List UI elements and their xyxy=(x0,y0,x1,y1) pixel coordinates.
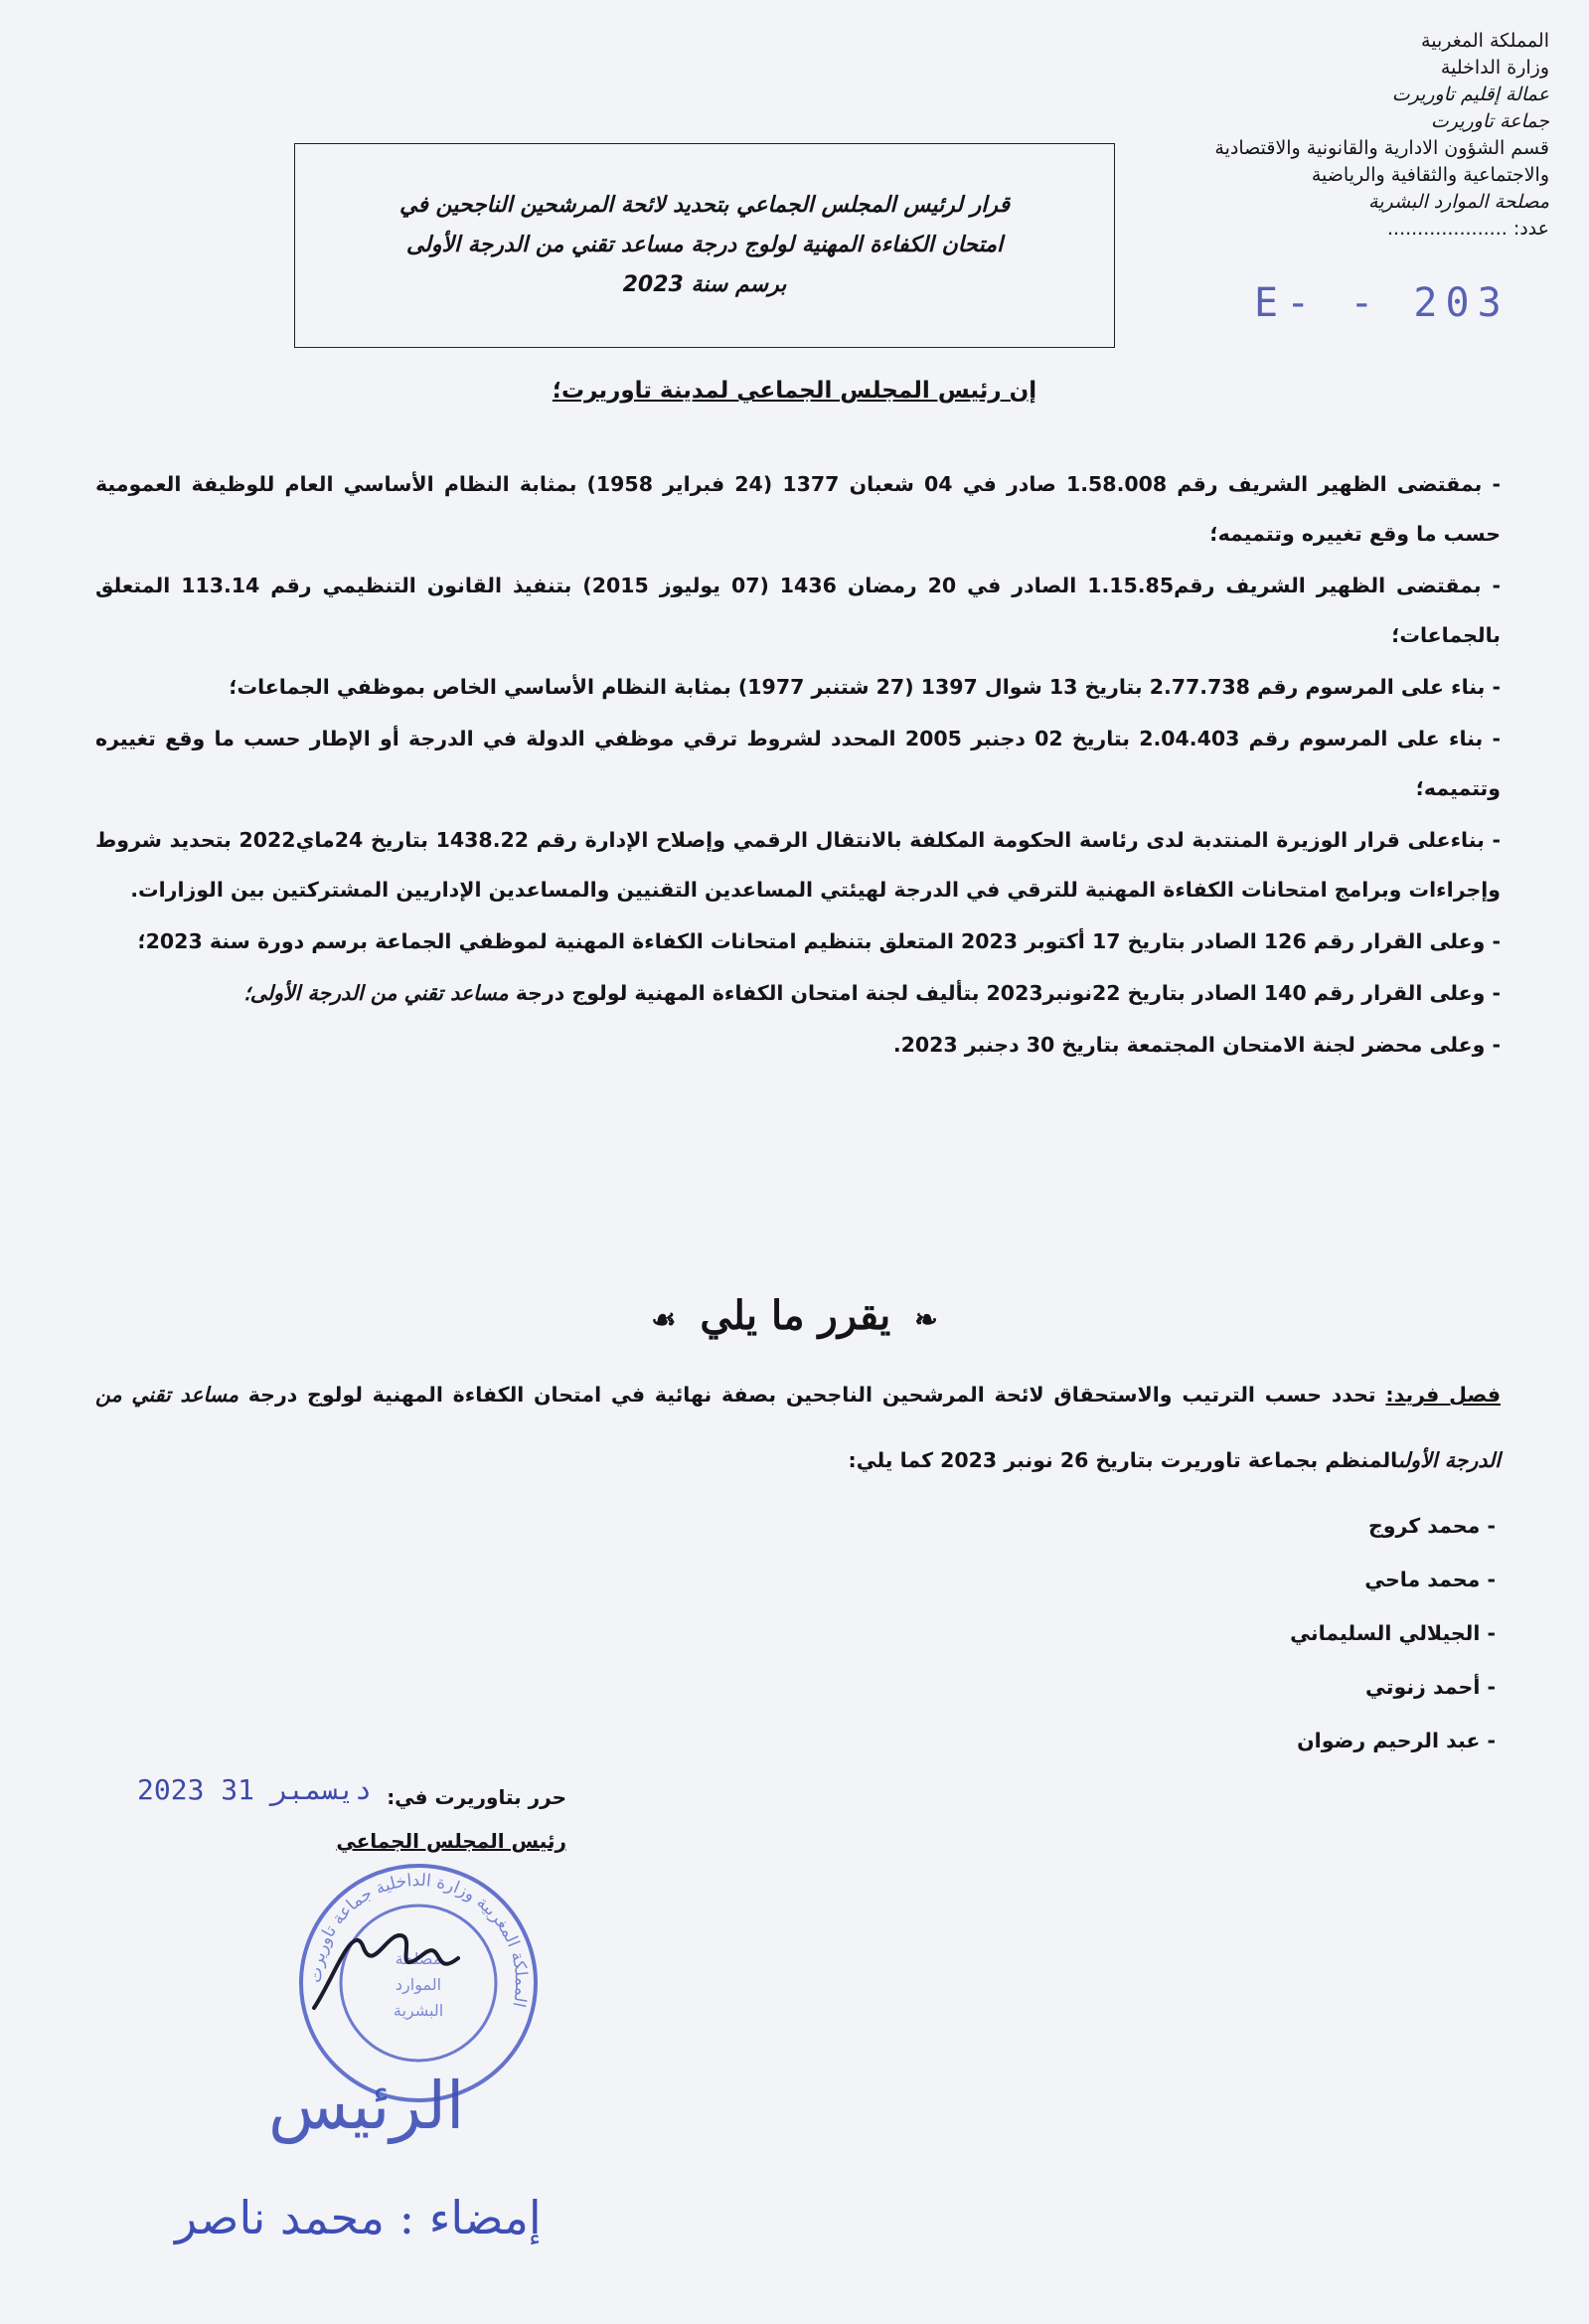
division-line-1: قسم الشؤون الادارية والقانونية والاقتصادية xyxy=(1214,137,1549,159)
seal-inner-line-2: الموارد xyxy=(395,1975,442,1994)
recital-5: - بناءعلى قرار الوزيرة المنتدبة لدى رئاسة الحكومة المكلفة بالانتقال الرقمي وإصلاح الإدارة رقم 1438.22 بتاريخ 24ماي2022 بتحديد شروط وإجراءات وبرامج امتحانات الكفاءة المهنية للترقي في الدرجة لهيئتي المساعدين التقنيين والمساعدين الإداريين المشتركتين بين الوزارات. xyxy=(95,828,1501,902)
article-text-2: المنظم بجماعة تاوريرت بتاريخ 26 نونبر 2023 كما يلي: xyxy=(848,1448,1398,1472)
division-line-2: والاجتماعية والثقافية والرياضية xyxy=(1311,164,1549,186)
ornament-icon: ❧ xyxy=(914,1303,938,1336)
number-label: عدد: .................... xyxy=(1386,218,1549,240)
single-article xyxy=(95,1362,1501,1493)
ornament-icon: ☙ xyxy=(651,1303,677,1336)
recital-7-grade: مساعد تقني من الدرجة الأولى؛ xyxy=(243,981,509,1005)
list-item: - محمد كروج xyxy=(1367,1514,1496,1538)
decides-text: يقرر ما يلي xyxy=(700,1292,891,1339)
candidates-list xyxy=(1290,1499,1496,1767)
recital-7 xyxy=(95,968,1501,1018)
list-item: - محمد ماحي xyxy=(1364,1568,1496,1591)
president-title-stamp: الرئيس xyxy=(268,2068,465,2144)
recital-8: - وعلى محضر لجنة الامتحان المجتمعة بتاريخ 30 دجنبر 2023. xyxy=(892,1033,1501,1057)
title-line-2: امتحان الكفاءة المهنية لولوج درجة مساعد تقني من الدرجة الأولى xyxy=(405,233,1004,257)
seal-outer-text: المملكة المغربية وزارة الداخلية جماعة تاوريرت xyxy=(305,1870,532,2010)
article-label: فصل فريد: xyxy=(1385,1383,1502,1407)
recital-3: - بناء على المرسوم رقم 2.77.738 بتاريخ 13 شوال 1397 (27 شتنبر 1977) بمثابة النظام الأساسي الخاص بموظفي الجماعات؛ xyxy=(229,675,1501,699)
list-item: - الجيلالي السليماني xyxy=(1290,1621,1496,1645)
list-item: - أحمد زنوتي xyxy=(1365,1675,1496,1699)
recital-1: - بمقتضى الظهير الشريف رقم 1.58.008 صادر في 04 شعبان 1377 (24 فبراير 1958) بمثابة النظام الأساسي العام للوظيفة العمومية حسب ما وقع تغييره وتتميمه؛ xyxy=(95,472,1501,546)
intro-heading: إن رئيس المجلس الجماعي لمدينة تاوريرت؛ xyxy=(552,378,1037,404)
letterhead xyxy=(1152,28,1549,243)
recitals xyxy=(95,459,1501,1072)
seal-inner-line-3: البشرية xyxy=(393,2001,444,2020)
recital-6: - وعلى القرار رقم 126 الصادر بتاريخ 17 أكتوبر 2023 المتعلق بتنظيم امتحانات الكفاءة المهنية لموظفي الجماعة برسم دورة سنة 2023؛ xyxy=(137,929,1501,953)
handwritten-signature-icon xyxy=(314,1935,458,2008)
signatory-role: رئيس المجلس الجماعي xyxy=(336,1829,566,1853)
article-text-1: تحدد حسب الترتيب والاستحقاق لائحة المرشحين الناجحين بصفة نهائية في امتحان الكفاءة المهنية لولوج درجة xyxy=(247,1383,1376,1407)
place-label: حرر بتاوريرت في: xyxy=(387,1785,566,1809)
date-stamp: 2023 ديسمبر 31 xyxy=(137,1773,373,1806)
kingdom-line: المملكة المغربية xyxy=(1421,30,1549,52)
recital-4: - بناء على المرسوم رقم 2.04.403 بتاريخ 02 دجنبر 2005 المحدد لشروط ترقي موظفي الدولة في الدرجة أو الإطار حسب ما وقع تغييره وتتميمه؛ xyxy=(95,727,1501,800)
service-line: مصلحة الموارد البشرية xyxy=(1368,191,1549,213)
commune-line: جماعة تاوريرت xyxy=(1430,110,1549,132)
seal-inner-line-1: مصلحة xyxy=(395,1949,442,1968)
reference-number-stamp: E- - 203 xyxy=(1254,280,1510,326)
decision-title-box xyxy=(294,143,1115,348)
recital-7-text: - وعلى القرار رقم 140 الصادر بتاريخ 22نونبر2023 بتأليف لجنة امتحان الكفاءة المهنية لولوج درجة xyxy=(515,981,1501,1005)
signed-by-stamp: إمضاء : محمد ناصر xyxy=(175,2191,542,2244)
title-line-3: برسم سنة 2023 xyxy=(622,272,787,297)
ministry-line: وزارة الداخلية xyxy=(1440,57,1549,79)
list-item: - عبد الرحيم رضوان xyxy=(1297,1729,1496,1752)
article-grade: مساعد تقني من الدرجة الأولى xyxy=(95,1383,1501,1472)
title-line-1: قرار لرئيس المجلس الجماعي بتحديد لائحة المرشحين الناجحين في xyxy=(398,193,1011,218)
prefecture-line: عمالة إقليم تاوريرت xyxy=(1391,83,1549,105)
decides-heading xyxy=(0,1292,1589,1339)
recital-2: - بمقتضى الظهير الشريف رقم1.15.85 الصادر في 20 رمضان 1436 (07 يوليوز 2015) بتنفيذ القانون التنظيمي رقم 113.14 المتعلق بالجماعات؛ xyxy=(95,574,1502,647)
